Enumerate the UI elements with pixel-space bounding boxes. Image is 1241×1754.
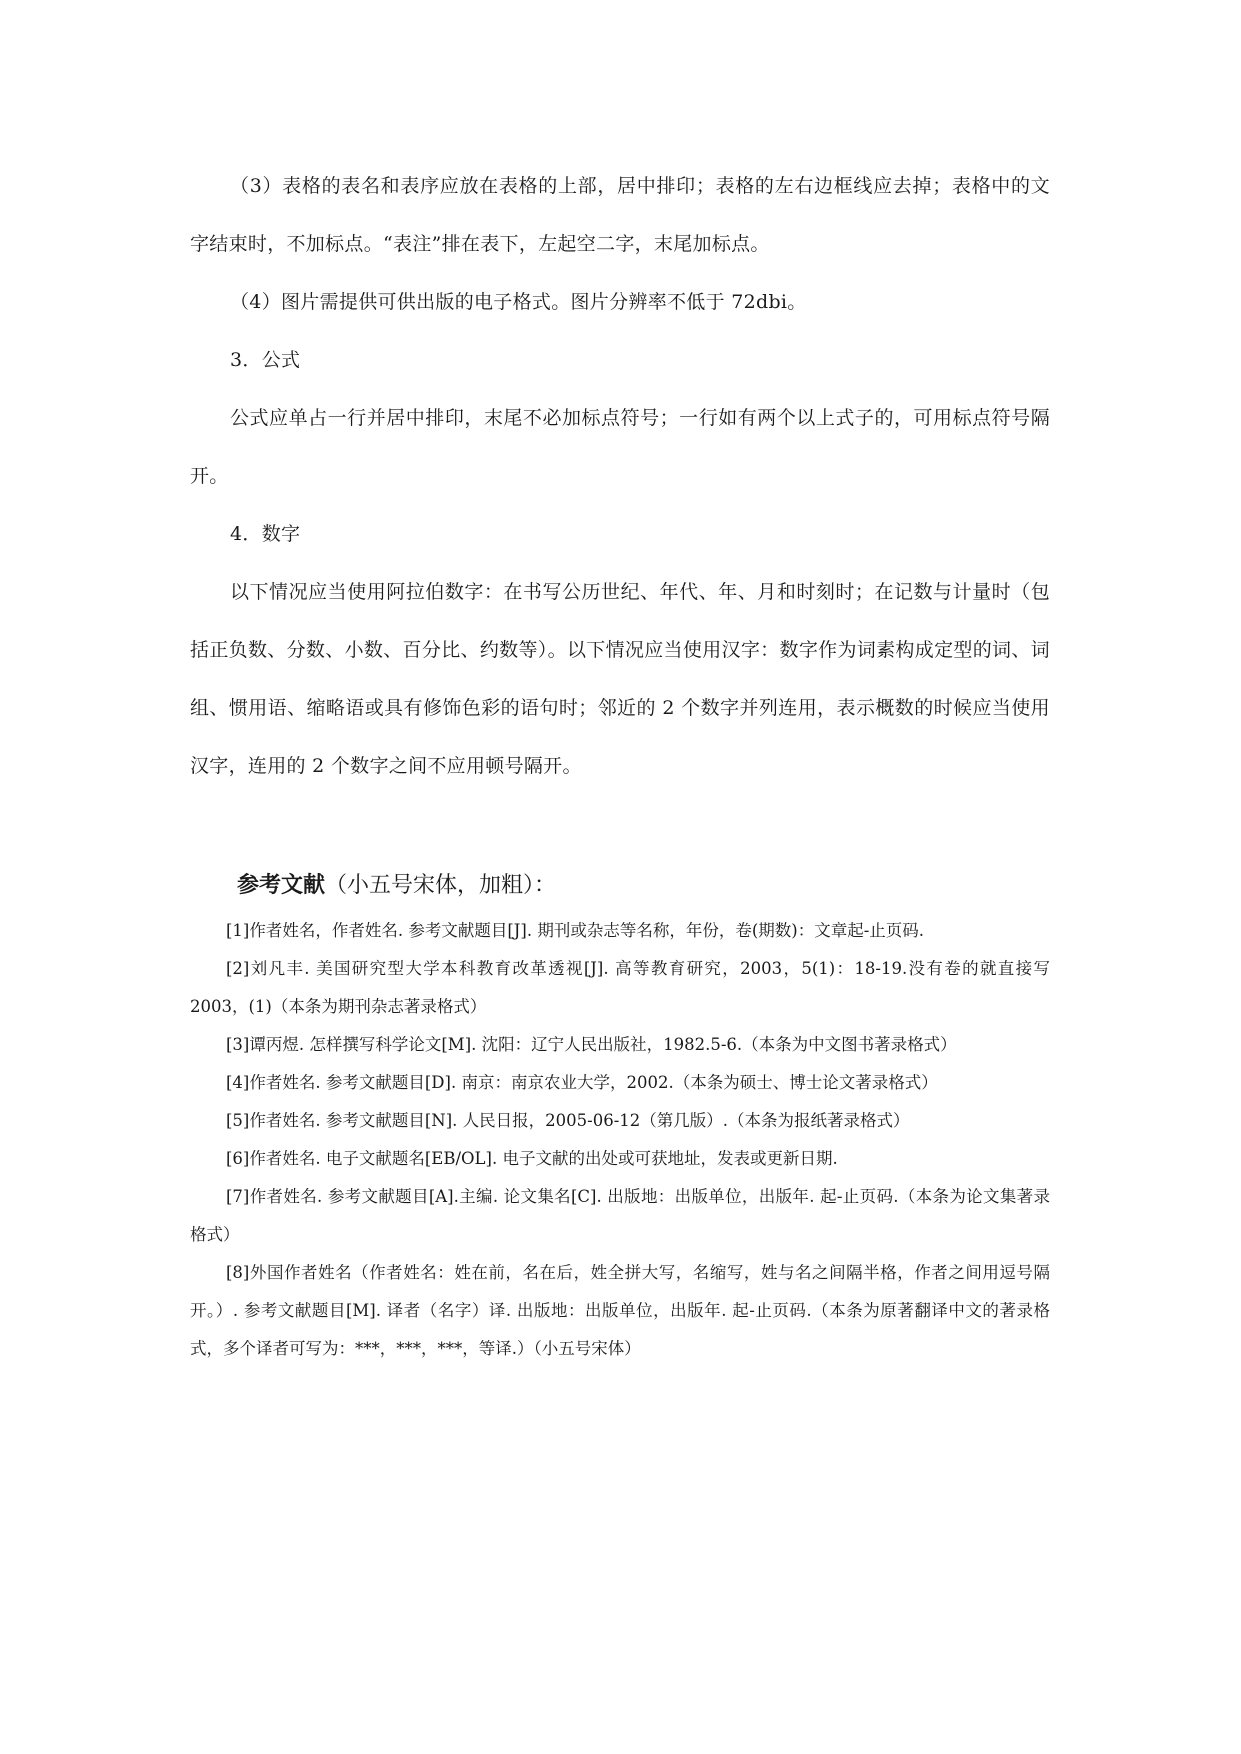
paragraph-table-format: （3）表格的表名和表序应放在表格的上部，居中排印；表格的左右边框线应去掉；表格中的文字结束时，不加标点。“表注”排在表下，左起空二字，末尾加标点。 bbox=[190, 175, 1050, 255]
reference-item: [5]作者姓名. 参考文献题目[N]. 人民日报，2005-06-12（第几版）.（本条为报纸著录格式） bbox=[226, 1111, 910, 1130]
references-title-bold: 参考文献 bbox=[237, 872, 326, 898]
reference-item: [8]外国作者姓名（作者姓名：姓在前，名在后，姓全拼大写，名缩写，姓与名之间隔半格，作者之间用逗号隔开。）. 参考文献题目[M]. 译者（名字）译. 出版地：出版单位，出版年. 起-止页码.（本条为原著翻译中文的著录格式，多个译者可写为：***，***，***，等译.）（小五号宋体） bbox=[190, 1263, 1050, 1358]
paragraph-image-format: （4）图片需提供可供出版的电子格式。图片分辨率不低于 72dbi。 bbox=[230, 291, 807, 313]
reference-item: [6]作者姓名. 电子文献题名[EB/OL]. 电子文献的出处或可获地址，发表或更新日期. bbox=[226, 1149, 838, 1168]
references-section bbox=[190, 865, 1050, 1368]
references-title-note: （小五号宋体，加粗）： bbox=[325, 873, 557, 898]
reference-item: [4]作者姓名. 参考文献题目[D]. 南京：南京农业大学，2002.（本条为硕士、博士论文著录格式） bbox=[226, 1073, 938, 1092]
reference-item: [2]刘凡丰. 美国研究型大学本科教育改革透视[J]. 高等教育研究，2003，5(1)：18-19.没有卷的就直接写 2003，(1)（本条为期刊杂志著录格式） bbox=[190, 959, 1050, 1016]
section-heading-formula: 3．公式 bbox=[230, 349, 301, 371]
section-heading-numbers: 4．数字 bbox=[230, 523, 301, 545]
body-section bbox=[190, 157, 1050, 795]
paragraph-numbers: 以下情况应当使用阿拉伯数字：在书写公历世纪、年代、年、月和时刻时；在记数与计量时（包括正负数、分数、小数、百分比、约数等）。以下情况应当使用汉字：数字作为词素构成定型的词、词组、惯用语、缩略语或具有修饰色彩的语句时；邻近的 2 个数字并列连用，表示概数的时候应当使用汉字，连用的 2 个数字之间不应用顿号隔开。 bbox=[190, 581, 1050, 777]
paragraph-formula: 公式应单占一行并居中排印，末尾不必加标点符号；一行如有两个以上式子的，可用标点符号隔开。 bbox=[190, 407, 1050, 487]
reference-item: [3]谭丙煜. 怎样撰写科学论文[M]. 沈阳：辽宁人民出版社，1982.5-6.（本条为中文图书著录格式） bbox=[226, 1035, 957, 1054]
references-title bbox=[190, 865, 1050, 906]
reference-item: [7]作者姓名. 参考文献题目[A].主编. 论文集名[C]. 出版地：出版单位，出版年. 起-止页码.（本条为论文集著录格式） bbox=[190, 1187, 1050, 1244]
reference-item: [1]作者姓名，作者姓名. 参考文献题目[J]. 期刊或杂志等名称，年份，卷(期数)：文章起-止页码. bbox=[226, 921, 925, 940]
